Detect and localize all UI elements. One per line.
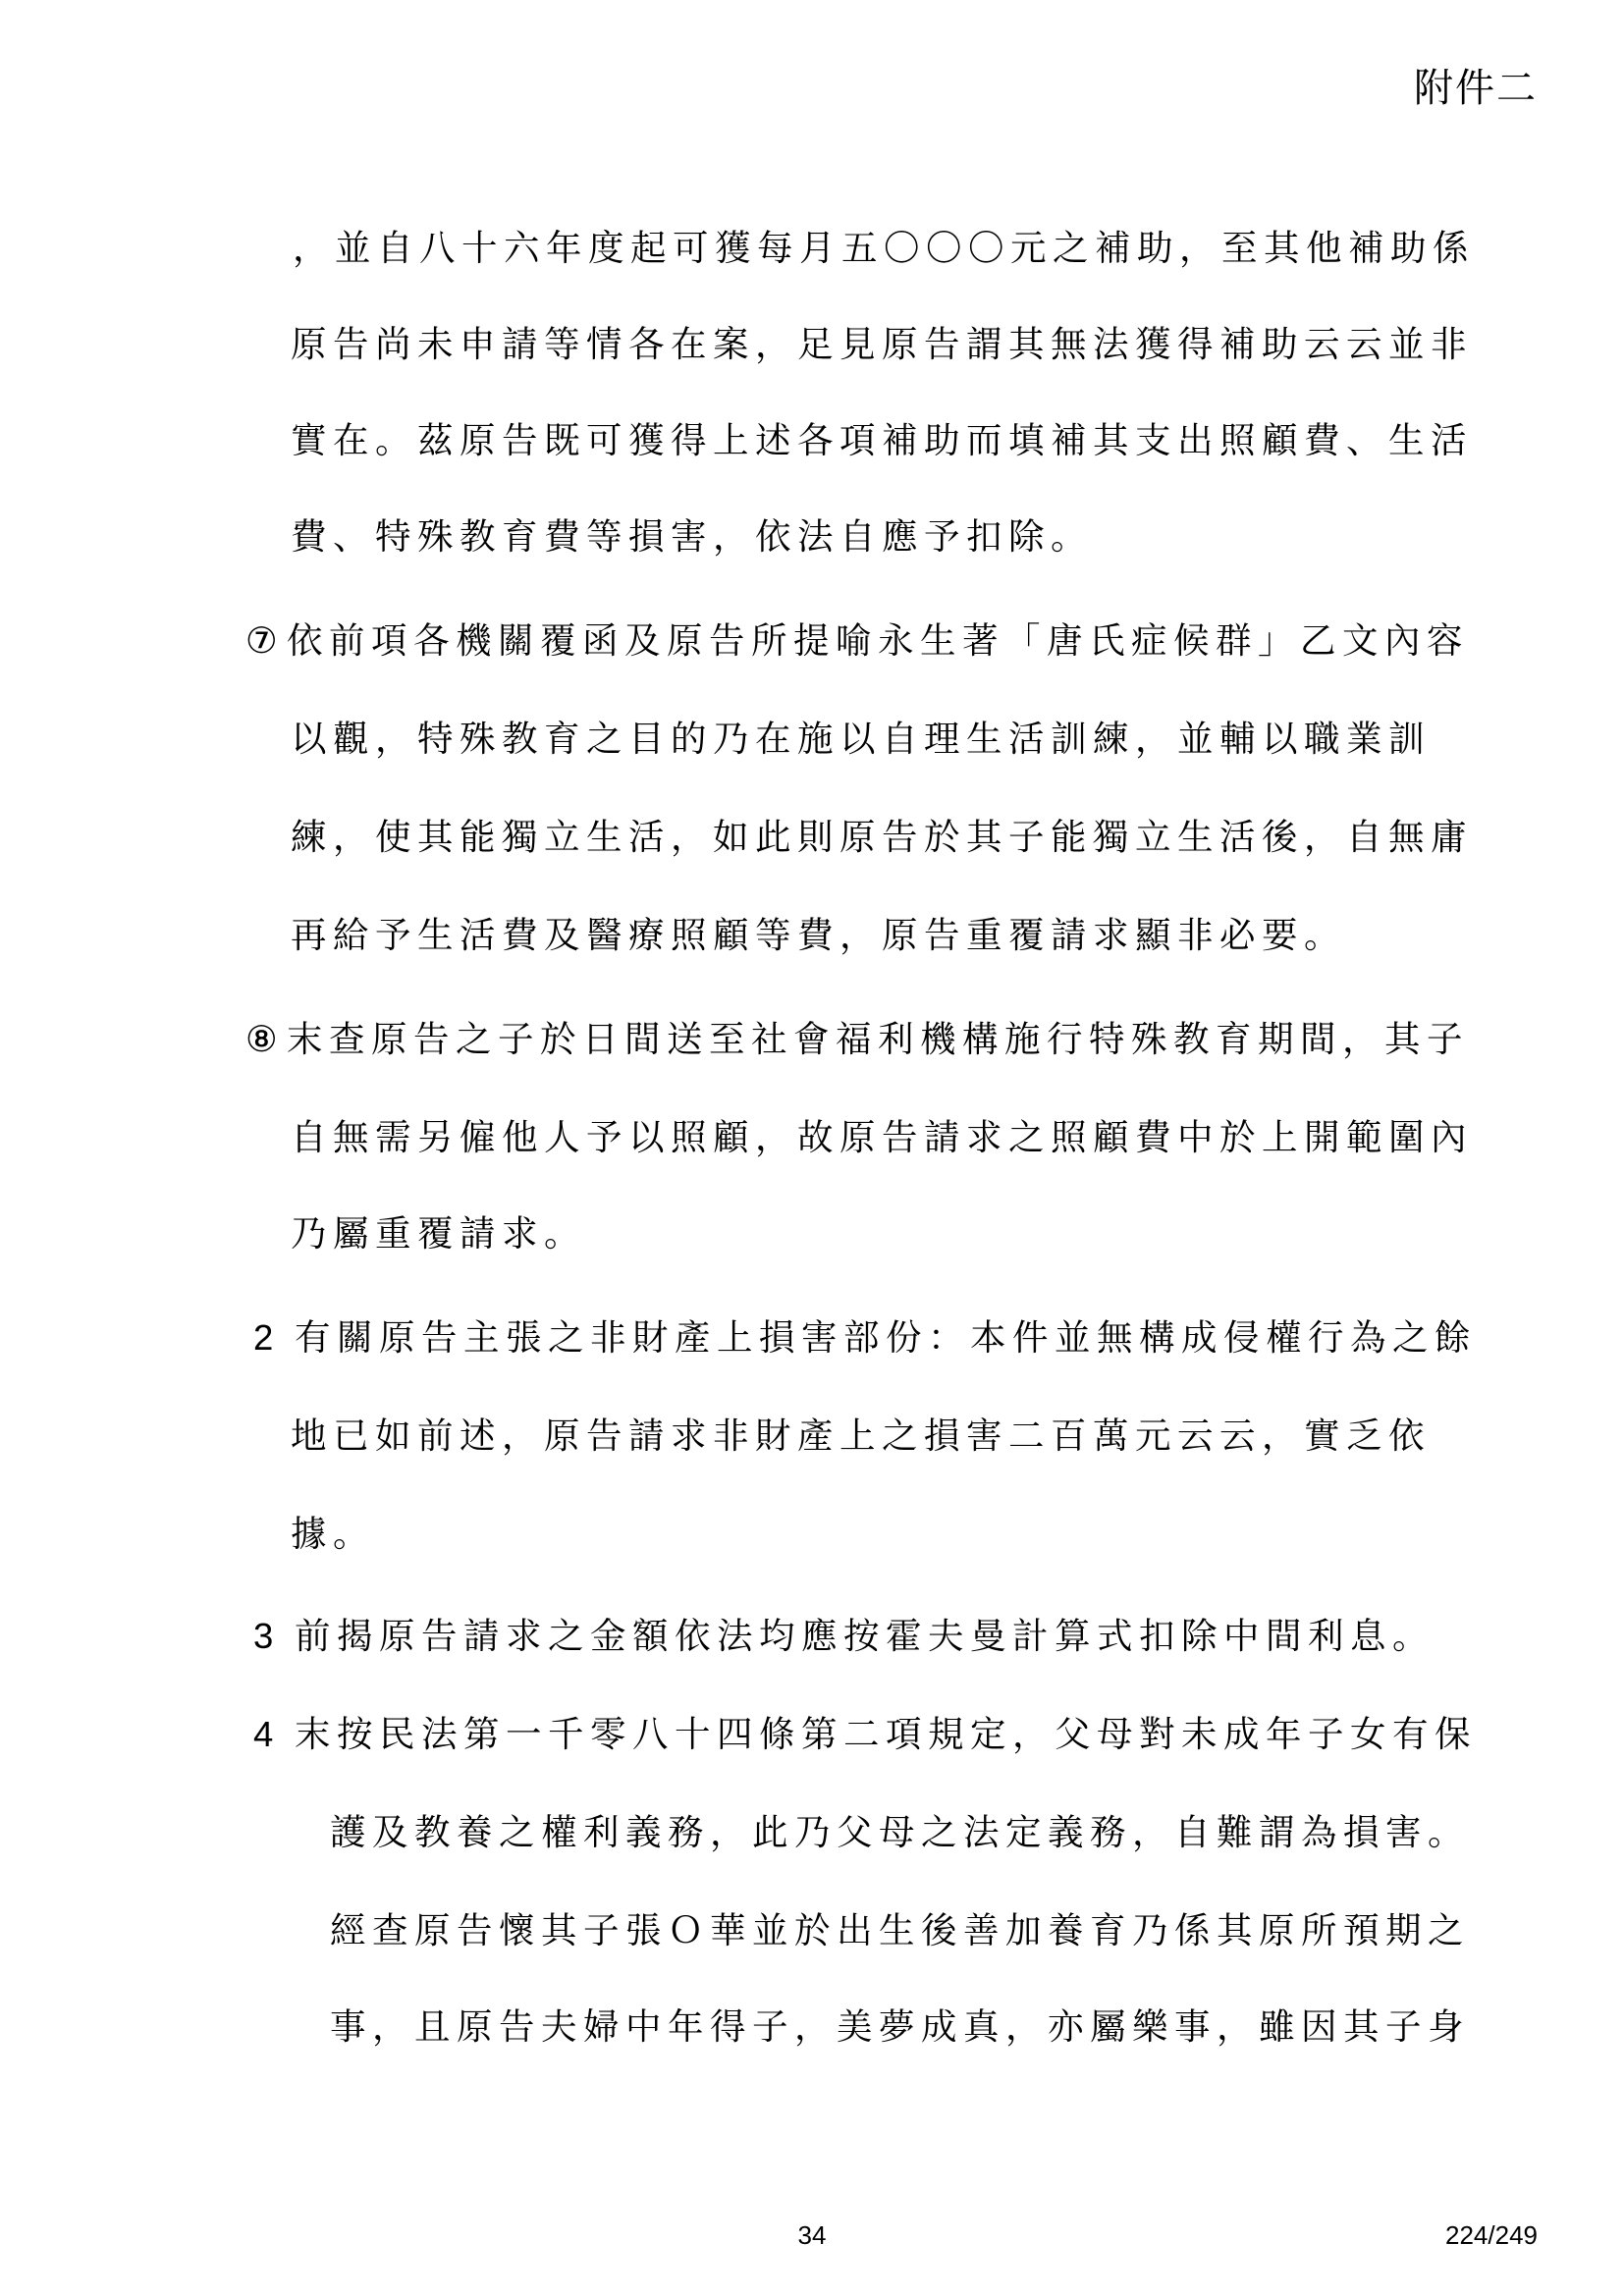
line-text: 依前項各機關覆函及原告所提喻永生著「唐氏症候群」乙文內容 bbox=[287, 619, 1469, 662]
body-line-18 bbox=[330, 1906, 1470, 1955]
page-number: 34 bbox=[797, 2220, 827, 2250]
body-line-2 bbox=[291, 320, 1473, 369]
line-text: 護及教養之權利義務，此乃父母之法定義務，自難謂為損害。 bbox=[330, 1811, 1470, 1853]
item-marker: 2 bbox=[253, 1317, 274, 1358]
item-marker: 3 bbox=[253, 1616, 274, 1656]
line-text: 乃屬重覆請求。 bbox=[291, 1212, 586, 1255]
line-text: 自無需另僱他人予以照顧，故原告請求之照顧費中於上開範圍內 bbox=[291, 1116, 1473, 1158]
line-text: 經查原告懷其子張Ｏ華並於出生後善加養育乃係其原所預期之 bbox=[330, 1909, 1470, 1951]
line-text: 再給予生活費及醫療照顧等費，原告重覆請求顯非必要。 bbox=[291, 914, 1346, 956]
line-text: 末按民法第一千零八十四條第二項規定，父母對未成年子女有保 bbox=[295, 1713, 1477, 1755]
line-text: 原告尚未申請等情各在案，足見原告謂其無法獲得補助云云並非 bbox=[291, 323, 1473, 365]
body-line-4 bbox=[291, 512, 1093, 561]
body-line-6 bbox=[291, 715, 1431, 764]
body-line-14 bbox=[291, 1510, 375, 1559]
attachment-label: 附件二 bbox=[1414, 67, 1538, 110]
line-text: 前揭原告請求之金額依法均應按霍夫曼計算式扣除中間利息。 bbox=[295, 1615, 1435, 1657]
line-text: 以觀，特殊教育之目的乃在施以自理生活訓練，並輔以職業訓 bbox=[291, 718, 1431, 760]
body-line-12 bbox=[253, 1313, 1477, 1362]
body-line-1 bbox=[293, 224, 1475, 273]
line-text: 地已如前述，原告請求非財產上之損害二百萬元云云，實乏依 bbox=[291, 1415, 1431, 1457]
body-line-16 bbox=[253, 1710, 1477, 1759]
body-line-11 bbox=[291, 1209, 586, 1258]
item-marker: ⑧ bbox=[245, 1018, 278, 1060]
line-text: ，並自八十六年度起可獲每月五〇〇〇元之補助，至其他補助係 bbox=[293, 227, 1475, 269]
body-line-15 bbox=[253, 1612, 1435, 1661]
body-line-13 bbox=[291, 1412, 1431, 1461]
line-text: 事，且原告夫婦中年得子，美夢成真，亦屬樂事，雖因其子身 bbox=[330, 2005, 1470, 2048]
line-text: 末查原告之子於日間送至社會福利機構施行特殊教育期間，其子 bbox=[287, 1018, 1469, 1060]
item-marker: ⑦ bbox=[245, 619, 278, 662]
body-line-5 bbox=[245, 616, 1469, 666]
line-text: 費、特殊教育費等損害，依法自應予扣除。 bbox=[291, 515, 1093, 558]
body-line-17 bbox=[330, 1808, 1470, 1857]
page-count: 224/249 bbox=[1445, 2220, 1538, 2250]
body-line-3 bbox=[291, 416, 1473, 465]
body-line-9 bbox=[245, 1015, 1469, 1064]
body-line-10 bbox=[291, 1113, 1473, 1162]
body-line-19 bbox=[330, 2002, 1470, 2052]
line-text: 據。 bbox=[291, 1513, 375, 1555]
body-line-7 bbox=[291, 813, 1473, 862]
line-text: 練，使其能獨立生活，如此則原告於其子能獨立生活後，自無庸 bbox=[291, 816, 1473, 858]
body-line-8 bbox=[291, 911, 1346, 960]
line-text: 實在。茲原告既可獲得上述各項補助而填補其支出照顧費、生活 bbox=[291, 419, 1473, 461]
item-marker: 4 bbox=[253, 1714, 274, 1754]
line-text: 有關原告主張之非財產上損害部份：本件並無構成侵權行為之餘 bbox=[295, 1316, 1477, 1359]
